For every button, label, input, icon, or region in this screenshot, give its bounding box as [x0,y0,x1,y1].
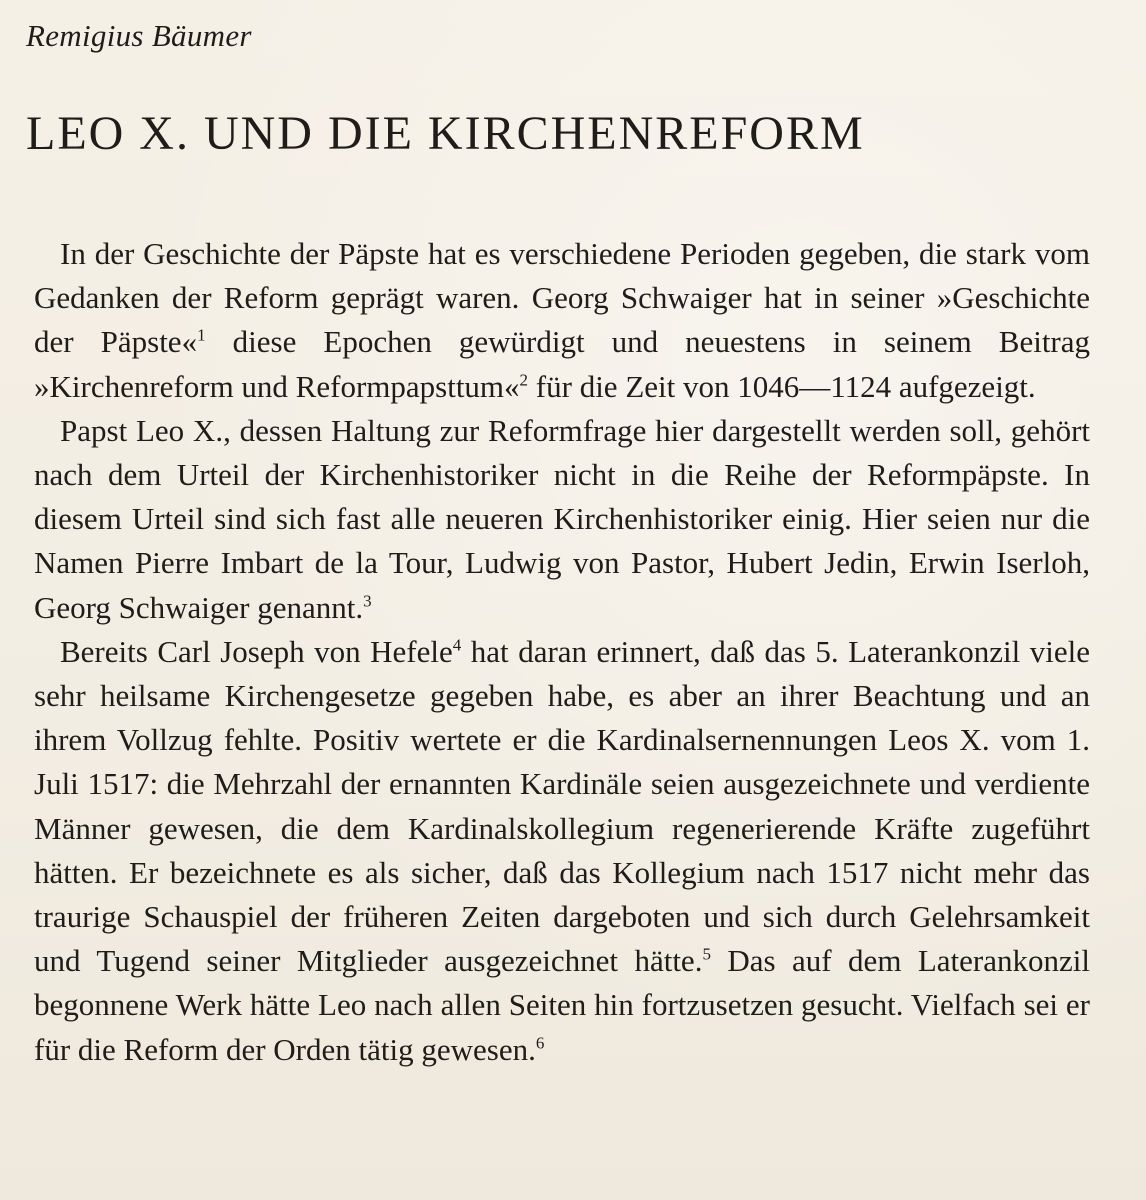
paragraph-text: In der Geschichte der Päpste hat es verschiedene Perioden gegeben, die stark vom Gedanken der Reform geprägt waren. Georg Schwaiger hat in seiner »Geschichte der Päpste« [34,236,1090,360]
paragraph-text: diese Epochen gewürdigt und neuestens in seinem Beitrag »Kirchenreform und Reformpapsttum« [34,324,1091,404]
paragraph-text: Bereits Carl Joseph von Hefele [60,633,453,669]
paragraph-text: Das auf dem Laterankonzil begonnene Werk hätte Leo nach allen Seiten hin fortzusetzen gesucht. Vielfach sei er für die Reform der Orden tätig gewesen. [34,943,1090,1067]
author-name: Remigius Bäumer [26,18,252,53]
paragraph-text: Papst Leo X., dessen Haltung zur Reformfrage hier dargestellt werden soll, gehört nach dem Urteil der Kirchenhistoriker nicht in die Reihe der Reformpäpste. In diesem Urteil sind sich fast alle neueren Kirchenhistoriker einig. Hier seien nur die Namen Pierre Imbart de la Tour, Ludwig von Pastor, Hubert Jedin, Erwin Iserloh, Georg Schwaiger genannt. [34,412,1090,625]
paragraph-2 [34,409,1090,630]
footnote-ref-1: 1 [197,326,206,346]
body-text [30,232,1090,1072]
footnote-ref-5: 5 [702,944,711,964]
paragraph-1 [34,232,1090,409]
paragraph-3 [34,630,1090,1072]
footnote-ref-4: 4 [452,635,462,655]
footnote-ref-2: 2 [519,370,529,390]
footnote-ref-3: 3 [363,591,372,611]
chapter-title: LEO X. UND DIE KIRCHENREFORM [26,107,865,160]
paragraph-text: für die Zeit von 1046—1124 aufgezeigt. [535,368,1036,404]
paragraph-text: hat daran erinnert, daß das 5. Laterankonzil viele sehr heilsame Kirchengesetze gegeben habe, es aber an ihrer Beachtung und an ihrem Vollzug fehlte. Positiv wertete er die Kardinalsernennungen Leos X. vom 1. Juli 1517: die Mehrzahl der ernannten Kardinäle seien ausgezeichnete und verdiente Männer gewesen, die dem Kardinalskollegium regenerierende Kräfte zugeführt hätten. Er bezeichnete es als sicher, daß das Kollegium nach 1517 nicht mehr das traurige Schauspiel der früheren Zeiten dargeboten und sich durch Gelehrsamkeit und Tugend seiner Mitglieder ausgezeichnet hätte. [34,633,1091,979]
footnote-ref-6: 6 [535,1033,545,1053]
